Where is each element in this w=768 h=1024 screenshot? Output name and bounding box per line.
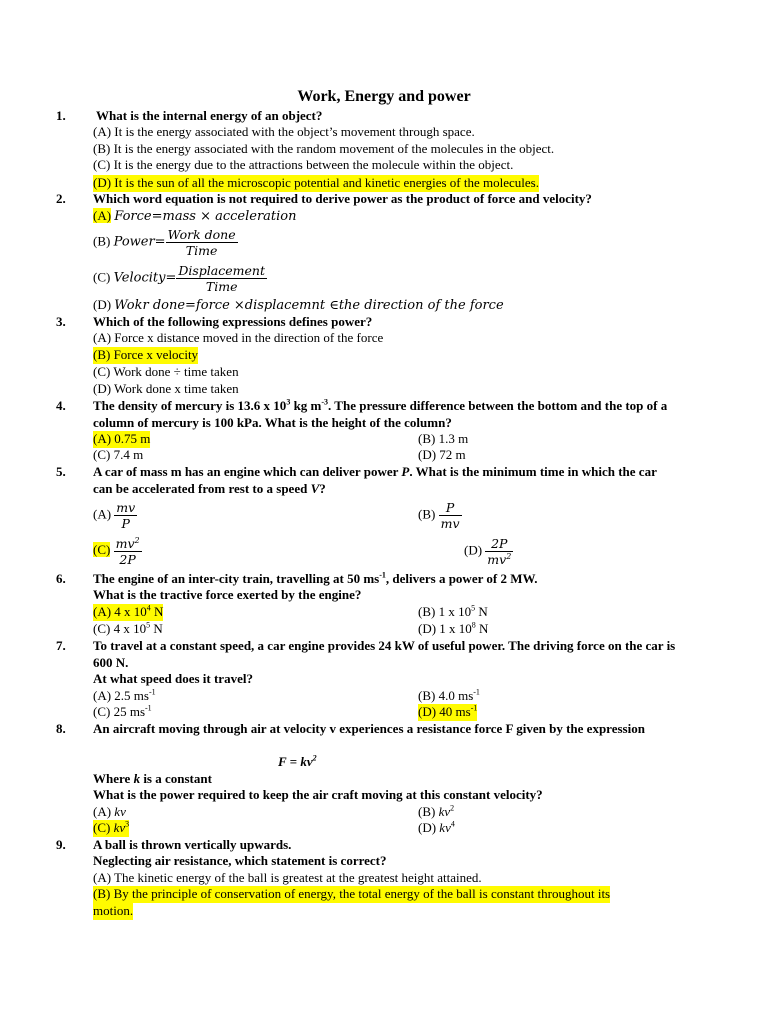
option-b-lhs: Power= bbox=[113, 234, 166, 250]
page-title: Work, Energy and power bbox=[297, 88, 471, 105]
exponent: 4 bbox=[146, 603, 151, 613]
variable-k: k bbox=[133, 771, 141, 786]
denominator-text: mv bbox=[487, 552, 507, 567]
option-label: (A) bbox=[93, 804, 115, 819]
option-b bbox=[418, 688, 480, 705]
exponent: 3 bbox=[125, 819, 130, 829]
option-d-label: (D) bbox=[93, 297, 112, 312]
option-c-answer bbox=[93, 820, 129, 837]
fraction bbox=[439, 500, 462, 531]
numerator-text: mv bbox=[115, 536, 135, 551]
option-b bbox=[418, 500, 462, 531]
option-c: (C) It is the energy due to the attractions between the molecule within the object. bbox=[93, 157, 514, 172]
question-stem: A ball is thrown vertically upwards. bbox=[93, 837, 292, 852]
exponent: 2 bbox=[450, 803, 455, 813]
option-d-expression: Wokr done=force ×displacemnt ∈the direction of the force bbox=[114, 298, 504, 313]
exponent: 5 bbox=[471, 603, 476, 613]
option-d bbox=[93, 297, 504, 315]
question-number: 8. bbox=[56, 721, 66, 736]
unit: N bbox=[150, 604, 164, 619]
exponent: 8 bbox=[471, 620, 476, 630]
question-stem-2: What is the tractive force exerted by the engine? bbox=[93, 587, 362, 602]
stem-text: kg m bbox=[290, 398, 322, 413]
question-number: 6. bbox=[56, 571, 66, 586]
stem-text: A car of mass m has an engine which can deliver power bbox=[93, 464, 402, 479]
numerator bbox=[114, 536, 142, 551]
exponent: -1 bbox=[379, 570, 386, 580]
exponent: 2 bbox=[506, 551, 512, 561]
option-d: (D) Work done x time taken bbox=[93, 381, 239, 396]
option-text: (D) 40 ms bbox=[418, 704, 471, 719]
option-a bbox=[93, 500, 137, 531]
option-b-label: (B) bbox=[418, 506, 436, 522]
exponent: -1 bbox=[145, 703, 152, 713]
unit: N bbox=[150, 621, 163, 636]
numerator: 2P bbox=[491, 536, 508, 551]
question-stem bbox=[93, 398, 683, 431]
option-value: kv bbox=[439, 820, 451, 835]
option-value: kv bbox=[438, 804, 451, 819]
numerator: Displacement bbox=[178, 263, 265, 278]
stem-text: , delivers a power of 2 MW. bbox=[385, 571, 538, 586]
option-d bbox=[418, 621, 488, 638]
denominator: mv bbox=[440, 516, 460, 531]
option-value: kv bbox=[113, 820, 126, 835]
option-a: (A) It is the energy associated with the object’s movement through space. bbox=[93, 124, 475, 139]
denominator: 2P bbox=[114, 551, 142, 567]
fraction bbox=[485, 536, 513, 567]
option-d bbox=[464, 536, 513, 567]
option-a bbox=[93, 688, 156, 705]
option-a bbox=[93, 804, 126, 821]
stem-text: Where bbox=[93, 771, 134, 786]
question-stem: What is the internal energy of an object? bbox=[96, 108, 323, 123]
question-number: 9. bbox=[56, 837, 66, 852]
option-a bbox=[93, 208, 297, 226]
stem-text: . The pressure difference between the bottom and the top of a column of mercury is 100 kPa. What is the height of the column? bbox=[93, 398, 668, 430]
option-text: (A) 4 x 10 bbox=[93, 604, 147, 619]
question-number: 7. bbox=[56, 638, 66, 653]
option-text: (B) 4.0 ms bbox=[418, 688, 474, 703]
option-b-answer: (B) By the principle of conservation of energy, the total energy of the ball is constant throughout its bbox=[93, 886, 611, 901]
option-value: kv bbox=[114, 804, 126, 819]
variable-p: P bbox=[401, 464, 410, 479]
stem-text: . What is the minimum time in which the car can be accelerated from rest to a speed bbox=[93, 464, 657, 496]
question-stem bbox=[93, 464, 678, 497]
stem-text: The density of mercury is 13.6 x 10 bbox=[93, 398, 287, 413]
option-c bbox=[93, 704, 152, 721]
fraction bbox=[114, 536, 142, 567]
exponent: 5 bbox=[146, 620, 151, 630]
option-c-label: (C) bbox=[93, 269, 111, 285]
option-b-answer: (B) Force x velocity bbox=[93, 347, 199, 362]
option-b-answer-continued: motion. bbox=[93, 903, 134, 918]
question-number: 1. bbox=[56, 108, 66, 123]
option-b bbox=[418, 804, 454, 821]
option-text: (A) 2.5 ms bbox=[93, 688, 149, 703]
question-stem-2: Neglecting air resistance, which statement is correct? bbox=[93, 853, 387, 868]
option-d: (D) 72 m bbox=[418, 447, 466, 462]
option-c bbox=[93, 536, 142, 567]
option-d bbox=[418, 820, 455, 837]
question-stem-3: What is the power required to keep the air craft moving at this constant velocity? bbox=[93, 787, 543, 802]
option-b-label: (B) bbox=[93, 233, 111, 249]
option-c bbox=[93, 621, 163, 638]
denominator: Time bbox=[176, 278, 267, 294]
unit: N bbox=[475, 604, 488, 619]
option-d-answer: (D) It is the sun of all the microscopic potential and kinetic energies of the molecules. bbox=[93, 175, 539, 190]
equation bbox=[278, 754, 317, 771]
denominator: Time bbox=[166, 242, 238, 258]
variable-v: V bbox=[310, 480, 320, 496]
option-text: (C) 4 x 10 bbox=[93, 621, 147, 636]
question-stem-2: At what speed does it travel? bbox=[93, 671, 253, 686]
question-number: 5. bbox=[56, 464, 66, 479]
fraction bbox=[114, 500, 137, 531]
equation-text: F = kv bbox=[278, 754, 313, 769]
option-d-answer bbox=[418, 704, 477, 721]
exponent: 4 bbox=[450, 819, 455, 829]
exponent: 2 bbox=[312, 753, 317, 763]
option-c: (C) Work done ÷ time taken bbox=[93, 364, 239, 379]
question-stem: Which of the following expressions defines power? bbox=[93, 314, 373, 329]
fraction bbox=[166, 227, 238, 258]
option-label: (D) bbox=[418, 820, 440, 835]
exponent: 3 bbox=[286, 397, 291, 407]
option-text: (B) 1 x 10 bbox=[418, 604, 472, 619]
option-b: (B) It is the energy associated with the random movement of the molecules in the object. bbox=[93, 141, 555, 156]
question-number: 4. bbox=[56, 398, 66, 413]
numerator: mv bbox=[116, 500, 136, 515]
option-c: (C) 7.4 m bbox=[93, 447, 144, 462]
option-b bbox=[418, 604, 488, 621]
denominator: P bbox=[114, 515, 137, 531]
option-a-answer: (A) 0.75 m bbox=[93, 431, 151, 446]
numerator: Work done bbox=[167, 227, 236, 242]
option-a-label: (A) bbox=[93, 506, 112, 522]
option-c-answer: (C) bbox=[93, 542, 111, 558]
option-a-expression: Force=mass × acceleration bbox=[114, 209, 297, 224]
exponent: -1 bbox=[473, 687, 480, 697]
unit: N bbox=[475, 621, 489, 636]
question-number: 2. bbox=[56, 191, 66, 206]
numerator: P bbox=[445, 500, 455, 515]
option-a: (A) The kinetic energy of the ball is greatest at the greatest height attained. bbox=[93, 870, 482, 885]
option-a-answer: (A) bbox=[93, 208, 112, 223]
question-stem: To travel at a constant speed, a car engine provides 24 kW of useful power. The driving force on the car is 600 N. bbox=[93, 638, 676, 670]
question-stem: Which word equation is not required to derive power as the product of force and velocity? bbox=[93, 191, 592, 206]
option-text: (D) 1 x 10 bbox=[418, 621, 472, 636]
option-text: (C) 25 ms bbox=[93, 704, 145, 719]
option-label: (C) bbox=[93, 820, 114, 835]
stem-text: is a constant bbox=[140, 771, 212, 786]
option-a-answer bbox=[93, 604, 163, 621]
stem-text: ? bbox=[319, 480, 326, 496]
stem-text: The engine of an inter-city train, travelling at 50 ms bbox=[93, 571, 380, 586]
option-a: (A) Force x distance moved in the direction of the force bbox=[93, 330, 384, 345]
option-b: (B) 1.3 m bbox=[418, 431, 469, 446]
exponent: -1 bbox=[148, 687, 156, 697]
question-stem-2 bbox=[93, 771, 683, 788]
question-number: 3. bbox=[56, 314, 66, 329]
option-c bbox=[93, 263, 267, 294]
option-c-lhs: Velocity= bbox=[113, 270, 177, 286]
question-stem: An aircraft moving through air at velocity v experiences a resistance force F given by the expression bbox=[93, 721, 645, 736]
option-b bbox=[93, 227, 238, 258]
exponent: 2 bbox=[134, 535, 140, 545]
question-stem bbox=[93, 571, 683, 588]
exponent: -1 bbox=[470, 703, 478, 713]
option-label: (B) bbox=[418, 804, 439, 819]
fraction bbox=[176, 263, 267, 294]
exponent: -3 bbox=[321, 397, 329, 407]
option-d-label: (D) bbox=[464, 542, 483, 558]
denominator bbox=[485, 551, 513, 567]
